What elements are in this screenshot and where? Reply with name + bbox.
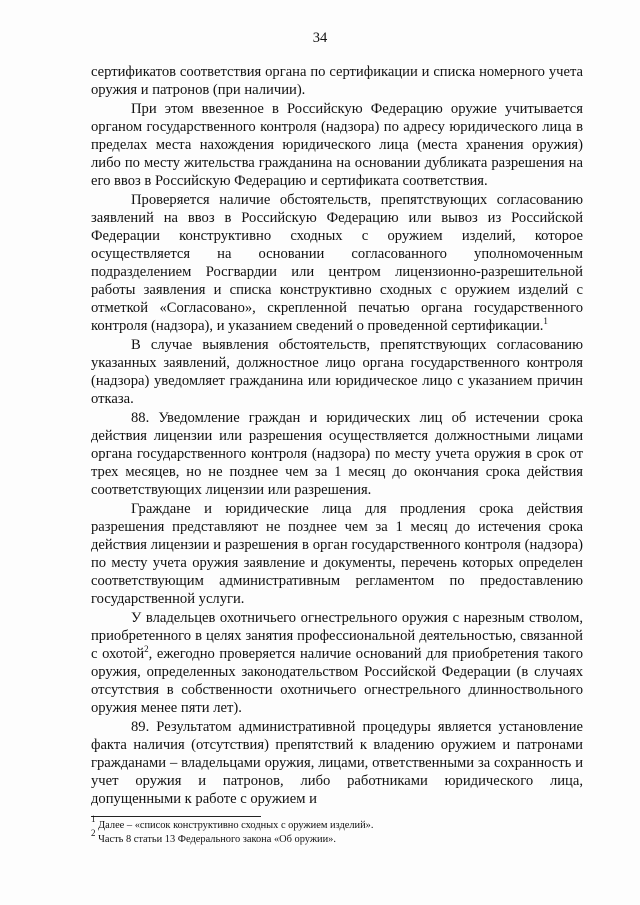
paragraph-text: 89. Результатом административной процедуры является установление факта наличия (отсутствия) препятствий к владению оружием и патронами гражданами – владельцами оружия, лицами, ответственными за сохранность и учет оружия и патронов, либо работниками юридического лица, допущенными к работе с оружием и	[91, 718, 583, 808]
paragraph-text: сертификатов соответствия органа по сертификации и списка номерного учета оружия и патронов (при наличии).	[91, 64, 583, 99]
paragraph-text: При этом ввезенное в Российскую Федерацию оружие учитывается органом государственного контроля (надзора) по адресу юридического лица в пределах места нахождения юридического лица (места хранения оружия) либо по месту жительства гражданина на основании дубликата разрешения на его ввоз в Российскую Федерацию и сертификата соответствия.	[91, 100, 583, 190]
footnote-ref-1[interactable]: 1	[543, 316, 548, 327]
paragraph-continuation	[91, 63, 583, 99]
document-body	[91, 63, 583, 808]
paragraph-text-continued: , ежегодно проверяется наличие оснований для приобретения такого оружия, определенных законодательством Российской Федерации (в случаях отсутствия в собственности охотничьего огнестрельного длинноствольного оружия менее пяти лет).	[91, 646, 583, 717]
footnote-ref-2[interactable]: 2	[144, 644, 149, 654]
footnote-2	[91, 827, 583, 847]
footnotes	[91, 814, 583, 846]
paragraph-circumstances-check	[91, 191, 583, 336]
paragraph-text: Граждане и юридические лица для продления срока действия разрешения представляют не позднее чем за 1 месяц до истечения срока действия лицензии и разрешения в орган государственного контроля (надзора) по месту учета оружия заявление и документы, перечень которых определен соответствующим административным регламентом по предоставлению государственной услуги.	[91, 500, 583, 608]
paragraph-text: У владельцев охотничьего огнестрельного оружия с нарезным стволом, приобретенного в целях занятия профессиональной деятельностью, связанной с охотой	[91, 609, 583, 662]
paragraph-89	[91, 718, 583, 808]
page-number: 34	[312, 30, 328, 46]
footnote-text: Часть 8 статьи 13 Федерального закона «Об оружии».	[95, 833, 336, 845]
footnote-1	[91, 814, 583, 833]
paragraph-text: В случае выявления обстоятельств, препятствующих согласованию указанных заявлений, должностное лицо органа государственного контроля (надзора) уведомляет гражданина или юридическое лицо с указанием причин отказа.	[91, 336, 583, 408]
paragraph-text: 88. Уведомление граждан и юридических лиц об истечении срока действия лицензии или разрешения осуществляется должностными лицами органа государственного контроля (надзора) по месту учета оружия в срок от трех месяцев, но не позднее чем за 1 месяц до окончания срока действия соответствующих лицензии или разрешения.	[91, 409, 583, 499]
paragraph-hunting-weapons	[91, 609, 583, 718]
paragraph-import-registration	[91, 100, 583, 190]
paragraph-extension	[91, 500, 583, 609]
paragraph-refusal-notice	[91, 336, 583, 408]
footnote-mark: 2	[91, 827, 96, 838]
footnote-separator	[91, 816, 261, 817]
footnote-mark: 1	[91, 814, 96, 824]
paragraph-text: Проверяется наличие обстоятельств, препятствующих согласованию заявлений на ввоз в Российскую Федерацию или вывоз из Российской Федерации конструктивно сходных с оружием изделий, которое осуществляется на основании согласованного уполномоченным подразделением Росгвардии или центром лицензионно-разрешительной работы заявления и списка конструктивно сходных с оружием изделий с отметкой «Согласовано», скрепленной печатью органа государственного контроля (надзора), и указанием сведений о проведенной сертификации.	[91, 191, 583, 335]
paragraph-88	[91, 409, 583, 499]
footnote-text: Далее – «список конструктивно сходных с оружием изделий».	[95, 820, 374, 831]
